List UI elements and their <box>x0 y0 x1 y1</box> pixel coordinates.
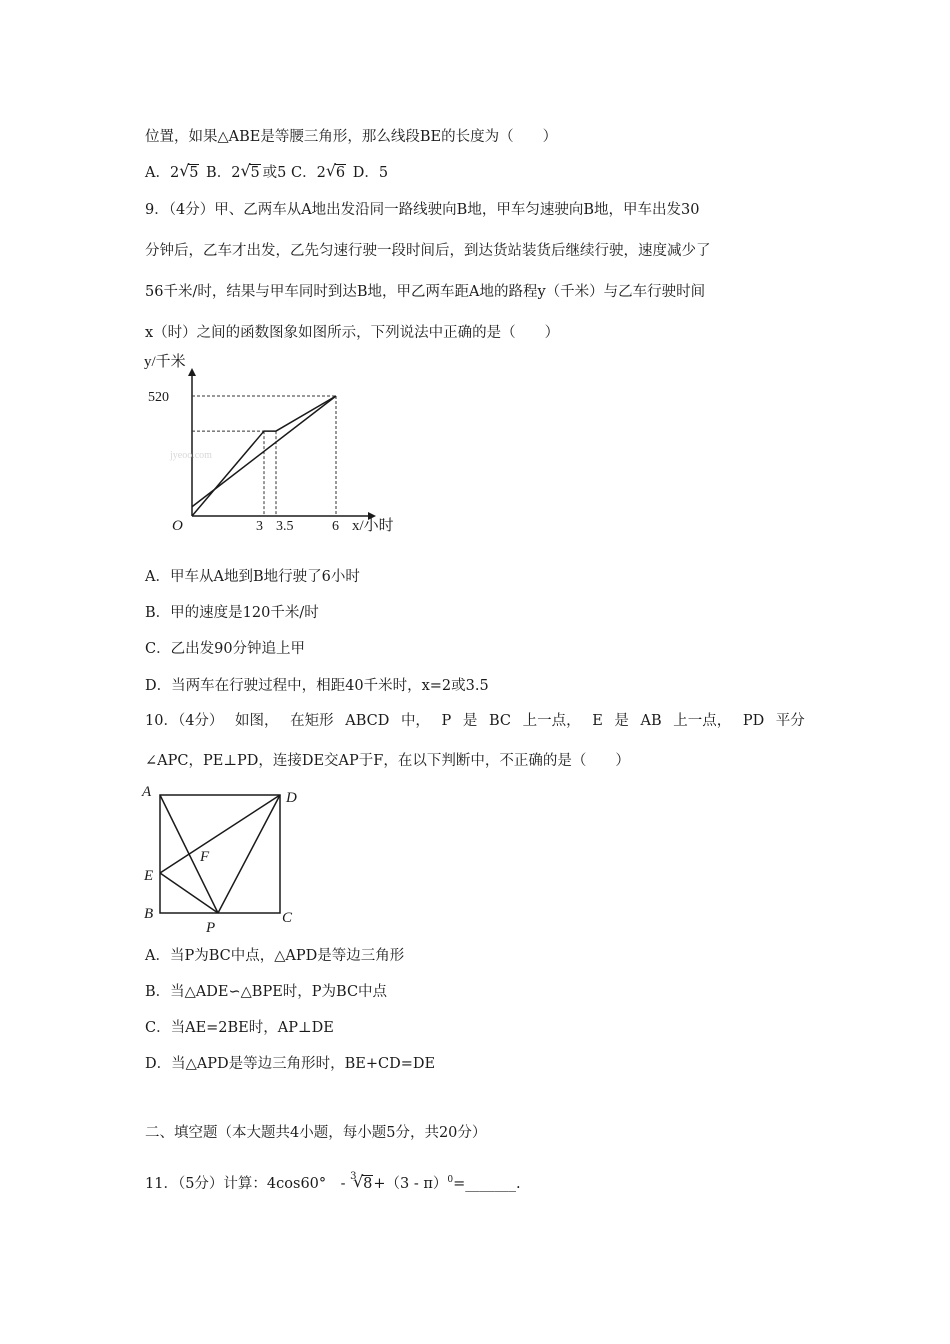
chart-origin: O <box>172 518 183 534</box>
label-c: C <box>282 910 293 926</box>
y-axis-arrow <box>188 368 196 376</box>
segment-dp <box>218 795 280 913</box>
q8-option-a-sqrt: √ 5 <box>179 163 199 183</box>
q8-option-b-sqrt: √ 5 <box>240 163 260 183</box>
q8-option-d: D．5 <box>352 165 389 181</box>
q9-option-a: A．甲车从A地到B地行驶了6小时 <box>145 569 360 585</box>
label-e: E <box>144 868 154 884</box>
label-p: P <box>206 920 216 936</box>
q9-line-3: 56千米/时，结果与甲车同时到达B地，甲乙两车距A地的路程y（千米）与乙车行驶时间 <box>145 284 706 300</box>
q8-options <box>145 163 388 183</box>
q9-line-4: x（时）之间的函数图象如图所示，下列说法中正确的是（ ） <box>145 325 560 341</box>
label-f: F <box>200 849 210 865</box>
q10-option-c: C．当AE=2BE时，AP⊥DE <box>145 1020 334 1036</box>
q11-suffix: +（3 - π） <box>373 1175 448 1192</box>
q10-rectangle-figure <box>138 780 328 940</box>
label-b: B <box>144 906 154 922</box>
x-tick-label-6: 6 <box>332 519 339 534</box>
q8-option-b-suffix: 或5 <box>262 165 287 181</box>
q8-option-b-label: B．2 <box>206 165 241 181</box>
q10-option-b: B．当△ADE∽△BPE时，P为BC中点 <box>145 984 388 1000</box>
q10-line-1: 10．（4分） 如图， 在矩形 ABCD 中， P 是 BC 上一点， E 是 AB 上一点， PD 平分 <box>145 713 805 729</box>
q9-distance-time-graph <box>140 350 410 540</box>
q10-option-d: D．当△APD是等边三角形时，BE+CD=DE <box>145 1056 436 1072</box>
q8-option-c-label: C．2 <box>291 165 326 181</box>
q11-answer-blank: =_______. <box>453 1175 521 1192</box>
x-tick-label-3: 3 <box>256 519 263 534</box>
q9-option-d: D．当两车在行驶过程中，相距40千米时，x=2或3.5 <box>145 678 489 694</box>
x-tick-label-3.5: 3.5 <box>276 519 294 534</box>
q8-option-c-sqrt: √ 6 <box>326 163 346 183</box>
label-d: D <box>286 790 297 806</box>
chart-watermark: jyeoo.com <box>170 450 212 461</box>
q9-line-1: 9．（4分）甲、乙两车从A地出发沿同一路线驶向B地，甲车匀速驶向B地，甲车出发30 <box>145 202 700 218</box>
q10-line-2: ∠APC，PE⊥PD，连接DE交AP于F，在以下判断中，不正确的是（ ） <box>145 753 630 769</box>
label-a: A <box>142 784 152 800</box>
q11-cube-root: 3 8 <box>350 1170 373 1192</box>
rectangle-abcd <box>160 795 280 913</box>
q8-option-a-label: A．2 <box>145 165 180 181</box>
segment-ed <box>160 795 280 873</box>
q8-stem-tail: 位置，如果△ABE是等腰三角形，那么线段BE的长度为（ ） <box>145 129 558 145</box>
q9-option-c: C．乙出发90分钟追上甲 <box>145 641 306 657</box>
q9-line-2: 分钟后，乙车才出发，乙先匀速行驶一段时间后，到达货站装货后继续行驶，速度减少了 <box>145 243 711 259</box>
q11-exponent: 0 <box>447 1175 454 1185</box>
q9-option-b: B．甲的速度是120千米/时 <box>145 605 319 621</box>
y-tick-label-520: 520 <box>148 390 169 405</box>
q10-option-a: A．当P为BC中点，△APD是等边三角形 <box>145 948 405 964</box>
chart-xlabel: x/小时 <box>352 518 394 534</box>
section-2-title: 二、填空题（本大题共4小题，每小题5分，共20分） <box>145 1125 487 1141</box>
chart-ylabel: y/千米 <box>144 354 186 370</box>
q11-prefix: 11．（5分）计算：4cos60° - <box>145 1175 346 1192</box>
q11-line <box>145 1170 521 1194</box>
segment-ep <box>160 873 218 913</box>
